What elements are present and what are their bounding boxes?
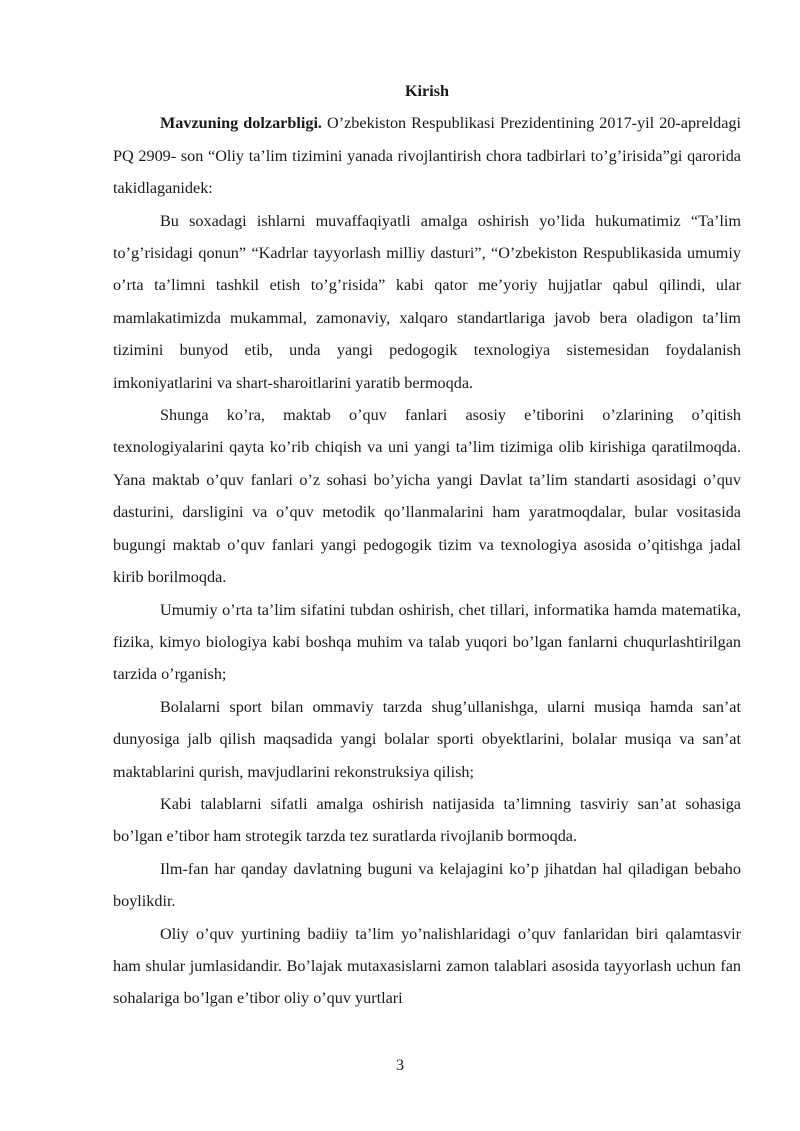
paragraph: Bolalarni sport bilan ommaviy tarzda shug’ullanishga, ularni musiqa hamda san’at dunyosiga jalb qilish maqsadida yangi bolalar sporti obyektlarini, bolalar musiqa va san’at maktablarini qurish, mavjudlarini rekonstruksiya qilish; [113,697,741,781]
page-number: 3 [395,1056,405,1074]
document-page [113,72,741,1015]
paragraph-text: O’zbekiston Respublikasi Prezidentining 2017-yil 20-apreldagi PQ 2909- son “Oliy ta’lim tizimini yanada rivojlantirish chora tadbirlari to’g’irisida”gi qarorida takidlaganidek: [113,114,741,198]
paragraph: Shunga ko’ra, maktab o’quv fanlari asosiy e’tiborini o’zlarining o’qitish texnologiyalarini qayta ko’rib chiqish va uni yangi ta’lim tizimiga olib kirishiga qaratilmoqda. Yana maktab o’quv fanlari o’z sohasi bo’yicha yangi Davlat ta’lim standarti asosidagi o’quv dasturini, darsligini va o’quv metodik qo’llanmalarini ham yaratmoqdalar, bular vositasida bugungi maktab o’quv fanlari yangi pedogogik tizim va texnologiya asosida o’qitishga jadal kirib borilmoqda. [113,406,741,587]
paragraph: Kabi talablarni sifatli amalga oshirish natijasida ta’limning tasviriy san’at sohasiga bo’lgan e’tibor ham strotegik tarzda tez suratlarda rivojlanib bormoqda. [113,794,741,846]
paragraph-lead: Mavzuning dolzarbligi. [160,114,322,133]
paragraph: Umumiy o’rta ta’lim sifatini tubdan oshirish, chet tillari, informatika hamda matematika, fizika, kimyo biologiya kabi boshqa muhim va talab yuqori bo’lgan fanlarni chuqurlashtirilgan tarzida o’rganish; [113,600,741,684]
section-title: Kirish [404,82,450,100]
paragraph: Ilm-fan har qanday davlatning buguni va kelajagini ko’p jihatdan hal qiladigan bebaho boylikdir. [113,859,741,911]
paragraph: Bu soxadagi ishlarni muvaffaqiyatli amalga oshirish yo’lida hukumatimiz “Ta’lim to’g’risidagi qonun” “Kadrlar tayyorlash milliy dasturi”, “O’zbekiston Respublikasida umumiy o’rta ta’limni tashkil etish to’g’risida” kabi qator me’yoriy hujjatlar qabul qilindi, ular mamlakatimizda mukammal, zamonaviy, xalqaro standartlariga javob bera oladigon ta’lim tizimini bunyod etib, unda yangi pedogogik texnologiya sistemesidan foydalanish imkoniyatlarini va shart-sharoitlarini yaratib bermoqda. [113,211,741,392]
paragraph: Oliy o’quv yurtining badiiy ta’lim yo’nalishlaridagi o’quv fanlaridan biri qalamtasvir ham shular jumlasidandir. Bo’lajak mutaxasislarni zamon talablari asosida tayyorlash uchun fan sohalariga bo’lgan e’tibor oliy o’quv yurtlari [113,924,741,1008]
paragraph-relevance [113,107,741,204]
